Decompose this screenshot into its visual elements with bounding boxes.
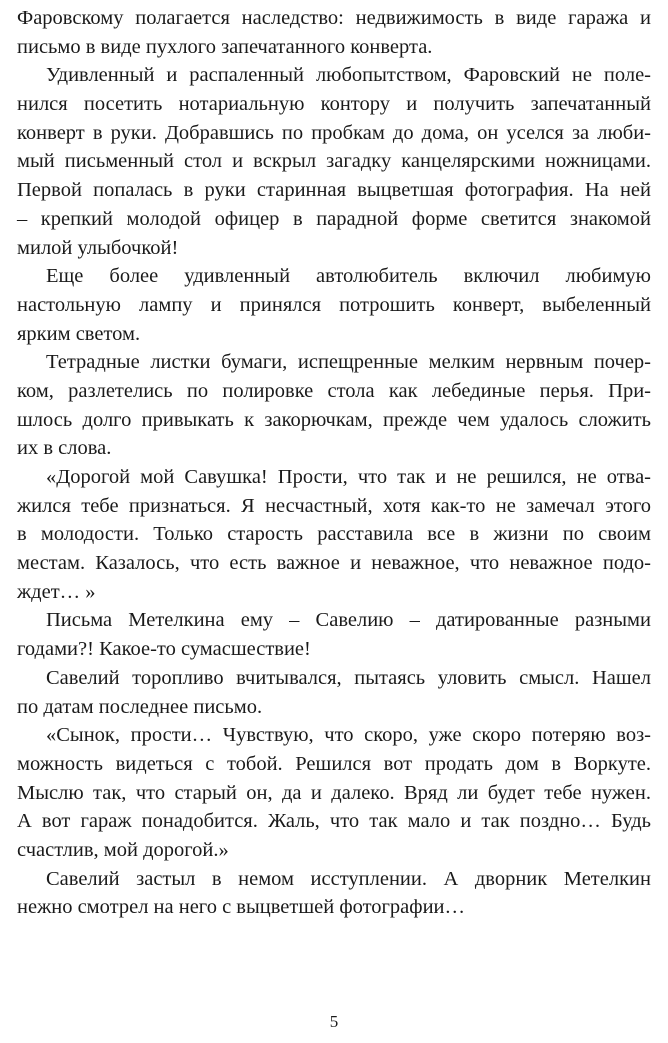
text-line: «Сынок, прости… Чувствую, что скоро, уже скоро потеряю воз- (46, 724, 651, 747)
text-line: – крепкий молодой офицер в парадной форме светится знакомой (17, 207, 651, 230)
text-line: Савелий торопливо вчитывался, пытаясь уловить смысл. Нашел (46, 666, 651, 689)
text-line: жился тебе признаться. Я несчастный, хотя как-то не замечал этого (17, 494, 651, 517)
text-line: местам. Казалось, что есть важное и неважное, что неважное подо- (17, 552, 651, 575)
text-line: милой улыбочкой! (17, 236, 179, 259)
paragraph (17, 606, 651, 663)
text-line: шлось долго привыкать к закорючкам, прежде чем удалось сложить (17, 408, 651, 431)
text-line: Удивленный и распаленный любопытством, Фаровский не поле- (46, 64, 651, 87)
paragraph (17, 61, 651, 262)
text-line: настольную лампу и принялся потрошить конверт, выбеленный (17, 293, 651, 316)
paragraph (17, 348, 651, 463)
text-line: нежно смотрел на него с выцветшей фотографии… (17, 896, 466, 919)
text-line: по датам последнее письмо. (17, 695, 263, 718)
text-line: Первой попалась в руки старинная выцветшая фотография. На ней (17, 179, 651, 202)
text-line: Письма Метелкина ему – Савелию – датированные разными (46, 609, 651, 632)
paragraph (17, 664, 651, 721)
text-line: конверт в руки. Добравшись по пробкам до дома, он уселся за люби- (17, 121, 651, 144)
paragraph (17, 463, 651, 606)
text-line: ярким светом. (17, 322, 141, 345)
text-line: можность видеться с тобой. Решился вот продать дом в Воркуте. (17, 752, 651, 775)
paragraph (17, 4, 651, 61)
paragraph (17, 262, 651, 348)
text-line: их в слова. (17, 437, 112, 460)
text-line: Еще более удивленный автолюбитель включил любимую (46, 265, 651, 288)
text-line: нился посетить нотариальную контору и получить запечатанный (17, 93, 651, 116)
page-number: 5 (329, 1012, 339, 1031)
page-text (17, 4, 651, 922)
text-line: Фаровскому полагается наследство: недвижимость в виде гаража и (17, 7, 651, 29)
text-line: Мыслю так, что старый он, да и далеко. Вряд ли будет тебе нужен. (17, 781, 651, 804)
text-line: «Дорогой мой Савушка! Прости, что так и не решился, не отва- (46, 466, 651, 488)
text-line: А вот гараж понадобится. Жаль, что так мало и так поздно… Будь (17, 810, 651, 833)
paragraph (17, 865, 651, 922)
text-line: счастлив, мой дорогой.» (17, 838, 229, 861)
text-line: письмо в виде пухлого запечатанного конверта. (17, 35, 433, 58)
paragraph (17, 721, 651, 864)
text-line: ком, разлетелись по полировке стола как лебединые перья. При- (17, 379, 651, 402)
text-line: ждет… » (17, 580, 96, 603)
text-line: годами?! Какое-то сумасшествие! (17, 638, 311, 661)
text-line: Савелий застыл в немом исступлении. А дворник Метелкин (46, 867, 651, 890)
text-line: Тетрадные листки бумаги, испещренные мелким нервным почер- (46, 351, 651, 374)
text-line: мый письменный стол и вскрыл загадку канцелярскими ножницами. (17, 150, 651, 173)
text-line: в молодости. Только старость расставила все в жизни по своим (17, 523, 651, 546)
